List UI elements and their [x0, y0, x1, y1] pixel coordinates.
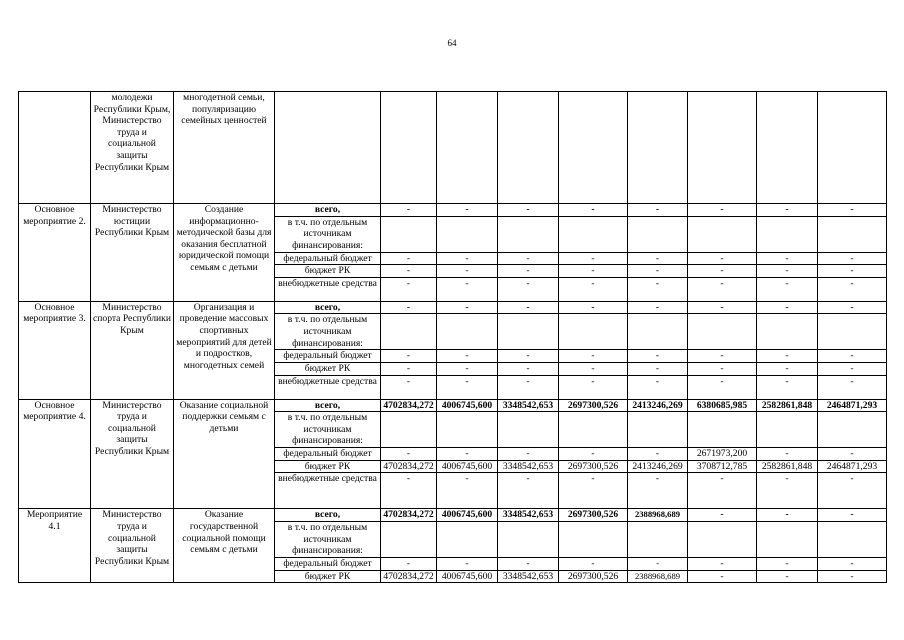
measure-description: Оказание государственной социальной помощи семьям с детьми	[174, 509, 275, 583]
value-cell: -	[559, 277, 628, 301]
value-cell: 2413246,269	[628, 399, 688, 412]
source-label-cell	[275, 92, 381, 204]
value-cell: -	[559, 557, 628, 570]
value-cell: -	[381, 252, 437, 265]
value-cell: -	[688, 350, 757, 363]
value-cell: -	[818, 301, 887, 314]
value-cell: -	[757, 350, 818, 363]
value-cell: -	[628, 375, 688, 399]
value-cell: -	[688, 252, 757, 265]
value-cell: -	[437, 204, 498, 217]
value-cell: -	[818, 204, 887, 217]
value-cell: -	[757, 265, 818, 278]
value-cell: 2582861,848	[757, 399, 818, 412]
value-cell: 4702834,272	[381, 570, 437, 583]
value-cell: -	[818, 362, 887, 375]
measure-name: Основное мероприятие 4.	[19, 399, 91, 509]
value-cell: -	[559, 204, 628, 217]
measure-executor: Министерство спорта Республики Крым	[91, 301, 174, 399]
value-cell: 2697300,526	[559, 570, 628, 583]
table-row-continuation	[19, 92, 887, 204]
value-cell	[628, 412, 688, 448]
value-cell: 2697300,526	[559, 509, 628, 522]
value-cell	[688, 216, 757, 252]
value-cell: -	[818, 509, 887, 522]
value-cell	[818, 216, 887, 252]
value-cell: 2388968,689	[628, 570, 688, 583]
value-cell: -	[818, 375, 887, 399]
value-cell: -	[628, 204, 688, 217]
value-cell: -	[757, 509, 818, 522]
value-cell: -	[628, 448, 688, 461]
value-cell: -	[381, 277, 437, 301]
value-cell: -	[688, 204, 757, 217]
value-cell	[688, 521, 757, 557]
value-cell: -	[628, 252, 688, 265]
value-cell: -	[688, 265, 757, 278]
funding-source-label: бюджет РК	[275, 570, 381, 583]
value-cell	[688, 92, 757, 204]
funding-source-label: всего,	[275, 301, 381, 314]
value-cell: -	[381, 350, 437, 363]
value-cell: -	[498, 301, 559, 314]
value-cell: -	[498, 375, 559, 399]
funding-source-label: всего,	[275, 204, 381, 217]
value-cell: -	[559, 375, 628, 399]
value-cell: -	[757, 557, 818, 570]
value-cell	[688, 412, 757, 448]
value-cell: -	[498, 473, 559, 509]
value-cell	[688, 314, 757, 350]
value-cell: -	[381, 375, 437, 399]
value-cell: -	[757, 362, 818, 375]
value-cell: -	[437, 301, 498, 314]
funding-source-label: федеральный бюджет	[275, 557, 381, 570]
value-cell: 4702834,272	[381, 460, 437, 473]
value-cell: -	[498, 204, 559, 217]
value-cell: -	[498, 362, 559, 375]
value-cell	[757, 412, 818, 448]
value-cell	[381, 412, 437, 448]
measure-name: Основное мероприятие 2.	[19, 204, 91, 302]
value-cell: -	[688, 375, 757, 399]
value-cell	[818, 92, 887, 204]
measure-executor: Министерство юстиции Республики Крым	[91, 204, 174, 302]
funding-source-label: в т.ч. по отдельным источникам финансирования:	[275, 412, 381, 448]
value-cell: -	[498, 448, 559, 461]
value-cell: -	[628, 362, 688, 375]
value-cell	[559, 92, 628, 204]
value-cell	[381, 314, 437, 350]
value-cell: -	[757, 375, 818, 399]
value-cell	[498, 521, 559, 557]
measure-description: Оказание социальной поддержки семьям с детьми	[174, 399, 275, 509]
value-cell: 4702834,272	[381, 399, 437, 412]
measure-executor: Министерство труда и социальной защиты Республики Крым	[91, 399, 174, 509]
value-cell: -	[559, 265, 628, 278]
value-cell: 2671973,200	[688, 448, 757, 461]
table-row	[19, 204, 887, 217]
value-cell: -	[818, 350, 887, 363]
page-number: 64	[447, 38, 457, 48]
value-cell: -	[381, 448, 437, 461]
value-cell: -	[757, 448, 818, 461]
value-cell: -	[381, 557, 437, 570]
value-cell: -	[818, 473, 887, 509]
measure-description: Организация и проведение массовых спортивных мероприятий для детей и подростков, многодетных семей	[174, 301, 275, 399]
funding-source-label: в т.ч. по отдельным источникам финансирования:	[275, 216, 381, 252]
value-cell: -	[818, 277, 887, 301]
value-cell: 3348542,653	[498, 399, 559, 412]
value-cell	[559, 314, 628, 350]
value-cell	[559, 412, 628, 448]
value-cell: -	[628, 277, 688, 301]
funding-source-label: федеральный бюджет	[275, 252, 381, 265]
funding-source-label: федеральный бюджет	[275, 448, 381, 461]
measure-executor: Министерство труда и социальной защиты Республики Крым	[91, 509, 174, 583]
value-cell: -	[381, 473, 437, 509]
value-cell: -	[559, 362, 628, 375]
value-cell: -	[688, 570, 757, 583]
value-cell: -	[688, 277, 757, 301]
value-cell: -	[818, 252, 887, 265]
value-cell: 2464871,293	[818, 460, 887, 473]
value-cell	[381, 521, 437, 557]
value-cell: -	[437, 375, 498, 399]
value-cell: -	[688, 557, 757, 570]
value-cell	[559, 216, 628, 252]
funding-source-label: всего,	[275, 399, 381, 412]
value-cell: -	[559, 252, 628, 265]
value-cell: -	[818, 448, 887, 461]
value-cell	[437, 412, 498, 448]
value-cell: -	[559, 301, 628, 314]
table-row	[19, 301, 887, 314]
value-cell: 2582861,848	[757, 460, 818, 473]
value-cell: -	[757, 301, 818, 314]
value-cell: -	[437, 557, 498, 570]
value-cell: -	[437, 277, 498, 301]
value-cell: -	[628, 557, 688, 570]
value-cell	[628, 216, 688, 252]
value-cell	[381, 92, 437, 204]
value-cell: -	[381, 362, 437, 375]
value-cell: -	[437, 265, 498, 278]
value-cell: -	[437, 350, 498, 363]
value-cell: -	[757, 277, 818, 301]
value-cell	[559, 521, 628, 557]
measure-name: Мероприятие 4.1	[19, 509, 91, 583]
value-cell: -	[757, 204, 818, 217]
funding-source-label: в т.ч. по отдельным источникам финансирования:	[275, 314, 381, 350]
description-cell: многодетной семьи, популяризацию семейных ценностей	[174, 92, 275, 204]
table-row	[19, 399, 887, 412]
value-cell: -	[628, 350, 688, 363]
value-cell	[437, 92, 498, 204]
value-cell: 4006745,600	[437, 509, 498, 522]
value-cell: -	[437, 448, 498, 461]
value-cell	[628, 521, 688, 557]
value-cell	[381, 216, 437, 252]
funding-source-label: бюджет РК	[275, 362, 381, 375]
value-cell: 6380685,985	[688, 399, 757, 412]
funding-source-label: бюджет РК	[275, 265, 381, 278]
value-cell	[757, 92, 818, 204]
value-cell: -	[688, 473, 757, 509]
value-cell	[498, 412, 559, 448]
value-cell: -	[559, 350, 628, 363]
value-cell: 2464871,293	[818, 399, 887, 412]
value-cell	[628, 314, 688, 350]
value-cell: -	[498, 252, 559, 265]
value-cell: -	[688, 301, 757, 314]
value-cell	[437, 314, 498, 350]
value-cell: -	[757, 570, 818, 583]
value-cell: -	[498, 277, 559, 301]
value-cell	[757, 521, 818, 557]
value-cell: 3348542,653	[498, 460, 559, 473]
value-cell	[498, 314, 559, 350]
value-cell: -	[559, 448, 628, 461]
value-cell: -	[437, 252, 498, 265]
value-cell: -	[688, 509, 757, 522]
value-cell: -	[437, 473, 498, 509]
value-cell: 4006745,600	[437, 460, 498, 473]
value-cell: 3348542,653	[498, 509, 559, 522]
value-cell: 2697300,526	[559, 460, 628, 473]
funding-source-label: бюджет РК	[275, 460, 381, 473]
value-cell: -	[688, 362, 757, 375]
table-row	[19, 509, 887, 522]
value-cell	[437, 216, 498, 252]
value-cell: 3708712,785	[688, 460, 757, 473]
funding-source-label: федеральный бюджет	[275, 350, 381, 363]
value-cell: -	[628, 301, 688, 314]
value-cell: -	[818, 265, 887, 278]
value-cell: -	[437, 362, 498, 375]
value-cell: 4006745,600	[437, 399, 498, 412]
funding-source-label: в т.ч. по отдельным источникам финансирования:	[275, 521, 381, 557]
value-cell: -	[381, 265, 437, 278]
value-cell: -	[381, 204, 437, 217]
value-cell	[818, 314, 887, 350]
value-cell: -	[818, 570, 887, 583]
value-cell: -	[818, 557, 887, 570]
measure-name: Основное мероприятие 3.	[19, 301, 91, 399]
funding-source-label: внебюджетные средства	[275, 277, 381, 301]
measure-description: Создание информационно-методической базы для оказания бесплатной юридической помощи семьям с детьми	[174, 204, 275, 302]
value-cell	[818, 521, 887, 557]
value-cell	[498, 92, 559, 204]
executor-cell: молодежи Республики Крым, Министерство труда и социальной защиты Республики Крым	[91, 92, 174, 204]
value-cell: -	[559, 473, 628, 509]
funding-source-label: всего,	[275, 509, 381, 522]
value-cell	[498, 216, 559, 252]
funding-table	[18, 91, 887, 583]
value-cell: -	[757, 252, 818, 265]
funding-source-label: внебюджетные средства	[275, 375, 381, 399]
value-cell: 2388968,689	[628, 509, 688, 522]
value-cell: 2697300,526	[559, 399, 628, 412]
value-cell	[628, 92, 688, 204]
value-cell: -	[628, 473, 688, 509]
value-cell: -	[628, 265, 688, 278]
value-cell: -	[757, 473, 818, 509]
value-cell: 4702834,272	[381, 509, 437, 522]
value-cell: 3348542,653	[498, 570, 559, 583]
funding-source-label: внебюджетные средства	[275, 473, 381, 509]
value-cell: -	[498, 557, 559, 570]
value-cell	[757, 216, 818, 252]
value-cell	[437, 521, 498, 557]
value-cell: -	[381, 301, 437, 314]
value-cell	[818, 412, 887, 448]
measure-name-cell	[19, 92, 91, 204]
value-cell: -	[498, 350, 559, 363]
value-cell: 4006745,600	[437, 570, 498, 583]
value-cell: -	[498, 265, 559, 278]
value-cell: 2413246,269	[628, 460, 688, 473]
value-cell	[757, 314, 818, 350]
